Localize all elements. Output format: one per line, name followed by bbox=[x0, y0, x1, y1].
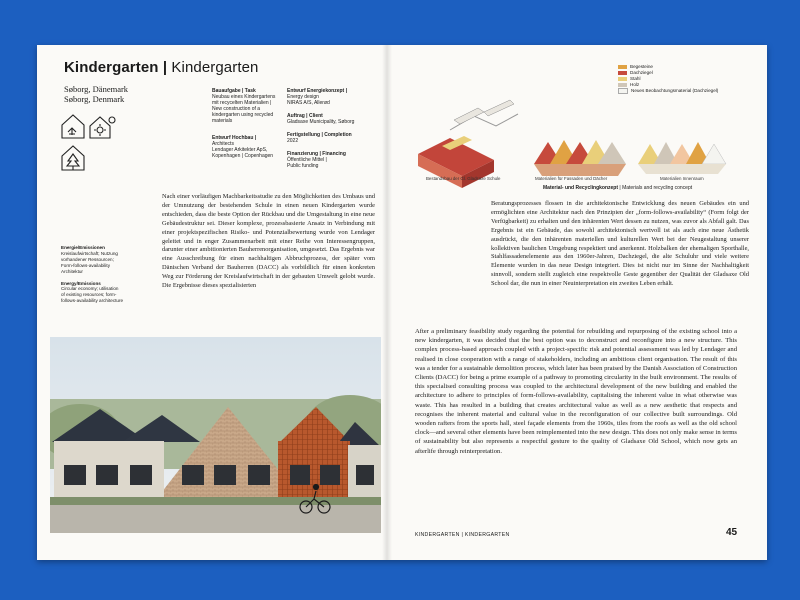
legend-swatch-4 bbox=[618, 83, 627, 88]
house-tree-icon bbox=[62, 146, 84, 170]
label-interior-materials: Materialien Innenraum bbox=[660, 176, 704, 181]
legend-swatch-2 bbox=[618, 71, 627, 76]
location bbox=[64, 84, 128, 104]
legend-swatch-1 bbox=[618, 65, 627, 70]
interior-materials-drawing bbox=[638, 142, 726, 174]
label-facade-materials: Materialien für Fassaden und Dächer bbox=[535, 176, 608, 181]
legend-swatch-5 bbox=[618, 88, 628, 94]
page-number: 45 bbox=[726, 527, 738, 538]
legend-item: Stahl bbox=[618, 76, 718, 82]
intro-text-de: Nach einer vorläufigen Machbarkeitsstudie zu den Möglichkeiten des Umbaus und der Umnutzung der bestehenden Schule in einen neuen Kindergarten wurde entschieden, dass die beste Option der Rückbau und die Umgestaltung in eine neue Gebäudestruktur sei. Dieser komplexe, prozessbasierte Ansatz in Verbindung mit einer projektspezifischen Risiko- und Potenzialbewertung wurde von Lendager geleitet und in enger Zusammenarbeit mit einer Reihe von Interessengruppen, darunter einer ambitionierten Bauherrenorganisation, umgesetzt. Das Ergebnis war eine Ausschreibung für einen nachhaltigen Abbruchprozess, der später vom Dänischen Verband der Bauherren (DACC) als vorbildlich für einen konkreten Weg zur Förderung der Kreislaufwirtschaft in der gebauten Umwelt gelobt wurde. Die Ergebnisse dieses spezialisierten bbox=[162, 193, 375, 290]
house-sun-icon bbox=[90, 117, 115, 138]
body-text-en: After a preliminary feasibility study regarding the potential for rebuilding and repurposing of the existing school into a new kindergarten, it was decided that the best option was to deconstruct and reconfigure into a new structure. This complex process-based approach coupled with a project-specific risk and potential assessment was led by Lendager and realised in close cooperation with a range of stakeholders, including an ambitious client organisation. The result of this was a tender for a sustainable demolition process, which later has been praised by the Danish Association of Construction Clients (DACC) for being a prime example of a pathway to promoting circularity in the built environment. The results of this specialised consulting process was coupled to the architectural development of the new building and enabled the architecture to adhere to principles of form-follows-availability, capitalising the inherent value in what otherwise was waste. This has resulted in a building that creates architectural value as well as a new aesthetic that respects and recognises the inherent material and cultural value in the reconfiguration of our collective built surroundings. Old wooden rafters from the sports hall, steel façade elements from the 1960s, tiles from the roofs as well as the old school clock—and several other elements have been reimplemented into the new design. This does not only make sense in terms of sustainability but also represents a respectful gesture to the quality of Gladsaxe Old School, which now gets an afterlife through reinterpretation. bbox=[415, 328, 737, 455]
diagram-legend bbox=[618, 64, 718, 94]
meta-energy-design: Entwurf Energiekonzept | Energy design NIRAS A/S, Allerød bbox=[287, 88, 348, 106]
location-en: Søborg, Denmark bbox=[64, 94, 125, 104]
meta-task: Bauaufgabe | Task Neubau eines Kindergartens mit recycelten Materialien | New construction of a kindergarten using recycled materials bbox=[212, 88, 276, 124]
running-footer: KINDERGARTEN | KINDERGARTEN bbox=[415, 532, 510, 538]
kindergarten-photo bbox=[50, 337, 381, 533]
continued-text-de: Beratungsprozesses flossen in die architektonische Entwicklung des neuen Gebäudes ein und ermöglichten eine Architektur nach den Prinzipien der „form-follows-availability“ (Form folgt der Verfügbarkeit) zu erhalten und den inhärenten Wert dessen zu nutzen, was zuvor als Abfall galt. Das Ergebnis ist ein Gebäude, das sowohl architektonisch wertvoll ist als auch eine neue Ästhetik ausdrückt, die den inhärenten materiellen und kulturellen Wert bei der Neugestaltung unserer kollektiven baulichen Umgebung respektiert und anerkennt. Holzbalken der ehemaligen Sporthalle, Stahlfassadenelemente aus den 1960er-Jahren, Dachziegel, die alte Schuluhr und viele weitere Elemente wurden in das neue Design integriert. Dies ist nicht nur im Sinne der Nachhaltigkeit sinnvoll, sondern stellt zugleich eine respektvolle Geste gegenüber der Qualität der Gladsaxe Old School dar, die nun in einer Neuinterpretation ein zweites Leben erhält. bbox=[491, 200, 749, 288]
existing-school-drawing bbox=[418, 100, 518, 188]
label-existing-school: Bestandsbau der Gl. Gladsaxe Schule bbox=[426, 176, 501, 181]
diagram-caption: Material- und Recyclingkonzept | Materials and recycling concept bbox=[543, 185, 693, 191]
legend-item: Dachziegel bbox=[618, 70, 718, 76]
legend-swatch-3 bbox=[618, 77, 627, 82]
meta-financing: Finanzierung | Financing Öffentliche Mittel | Public funding bbox=[287, 151, 346, 169]
legend-item: Neues Beobachtungsmaterial (Dachziegel) bbox=[618, 88, 718, 94]
meta-client: Auftrag | Client Gladsaxe Municipality, Søborg bbox=[287, 113, 355, 125]
legend-item: Holz bbox=[618, 82, 718, 88]
book-gutter bbox=[382, 45, 392, 560]
location-de: Søborg, Dänemark bbox=[64, 84, 129, 94]
energy-emissions: Energie/Emissionen Kreislaufwirtschaft; Nutzung vorhandener Ressourcen; Form-follows-availability Architektur Energy/Emissions Circular economy; utilisation of existing resources; form- follows-availability architecture bbox=[61, 245, 124, 304]
page-title: Kindergarten | Kindergarten bbox=[64, 59, 259, 76]
house-circular-icon bbox=[62, 115, 84, 138]
legend-item: Begesteine bbox=[618, 64, 718, 70]
category-icons bbox=[60, 112, 120, 174]
meta-architects: Entwurf Hochbau | Architects Lendager Arkitekter ApS, Kopenhagen | Copenhagen bbox=[212, 135, 274, 159]
meta-completion: Fertigstellung | Completion 2022 bbox=[287, 132, 352, 144]
facade-materials-drawing bbox=[534, 140, 626, 176]
